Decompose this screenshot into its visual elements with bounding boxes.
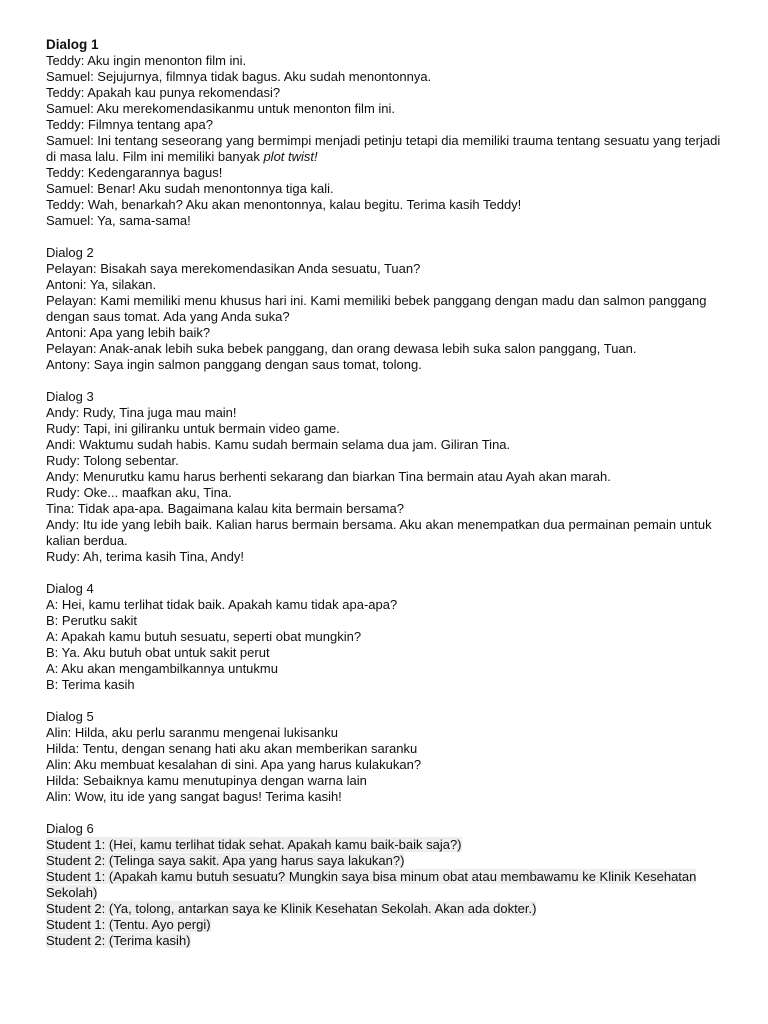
dialog-line	[46, 901, 726, 917]
dialog-line-text: Samuel: Ya, sama-sama!	[46, 213, 191, 228]
dialog-section	[46, 245, 726, 373]
dialog-line-text: Samuel: Benar! Aku sudah menontonnya tiga kali.	[46, 181, 334, 196]
dialog-line	[46, 789, 726, 805]
dialog-line	[46, 677, 726, 693]
dialog-line-text: Samuel: Sejujurnya, filmnya tidak bagus. Aku sudah menontonnya.	[46, 69, 432, 84]
dialog-line-text: Pelayan: Kami memiliki menu khusus hari ini. Kami memiliki bebek panggang dengan madu dan salmon panggang dengan saus tomat. Ada yang Anda suka?	[46, 293, 707, 324]
dialog-line	[46, 405, 726, 421]
dialog-line	[46, 837, 726, 853]
dialog-line-text: Rudy: Tapi, ini giliranku untuk bermain video game.	[46, 421, 340, 436]
dialog-line-text: Pelayan: Bisakah saya merekomendasikan Anda sesuatu, Tuan?	[46, 261, 421, 276]
dialog-title: Dialog 6	[46, 821, 94, 836]
dialog-line	[46, 741, 726, 757]
dialog-line-text: Student 2: (Telinga saya sakit. Apa yang harus saya lakukan?)	[46, 853, 405, 868]
dialog-line-text: Hilda: Sebaiknya kamu menutupinya dengan warna lain	[46, 773, 367, 788]
dialog-line	[46, 725, 726, 741]
dialog-line	[46, 517, 726, 549]
dialog-line	[46, 773, 726, 789]
dialog-line	[46, 69, 726, 85]
dialog-line	[46, 661, 726, 677]
dialog-line-text: Teddy: Kedengarannya bagus!	[46, 165, 223, 180]
dialog-line	[46, 549, 726, 565]
dialog-line-text: Rudy: Tolong sebentar.	[46, 453, 179, 468]
dialog-line	[46, 341, 726, 357]
dialog-line	[46, 869, 726, 901]
dialog-section	[46, 821, 726, 949]
dialog-line-text: Alin: Hilda, aku perlu saranmu mengenai lukisanku	[46, 725, 338, 740]
dialog-line-text: Samuel: Ini tentang seseorang yang bermimpi menjadi petinju tetapi dia memiliki trauma tentang sesuatu yang terjadi di masa lalu. Film ini memiliki banyak	[46, 133, 721, 164]
dialog-line	[46, 197, 726, 213]
dialog-line	[46, 213, 726, 229]
dialog-line-text: Teddy: Aku ingin menonton film ini.	[46, 53, 247, 68]
dialog-line-text: Student 1: (Apakah kamu butuh sesuatu? Mungkin saya bisa minum obat atau membawamu ke Klinik Kesehatan Sekolah)	[46, 869, 697, 900]
dialog-line	[46, 165, 726, 181]
dialog-line-text: Teddy: Wah, benarkah? Aku akan menontonnya, kalau begitu. Terima kasih Teddy!	[46, 197, 522, 212]
dialog-section	[46, 581, 726, 693]
dialog-line	[46, 53, 726, 69]
dialog-title: Dialog 5	[46, 709, 94, 724]
dialog-line-text: A: Apakah kamu butuh sesuatu, seperti obat mungkin?	[46, 629, 362, 644]
dialog-line-text: B: Terima kasih	[46, 677, 135, 692]
dialog-line	[46, 933, 726, 949]
dialog-section	[46, 709, 726, 805]
dialog-line	[46, 133, 726, 165]
dialog-line	[46, 117, 726, 133]
dialog-line	[46, 101, 726, 117]
dialog-line-text: Student 2: (Terima kasih)	[46, 933, 191, 948]
dialog-line-text: Pelayan: Anak-anak lebih suka bebek panggang, dan orang dewasa lebih suka salon panggang, Tuan.	[46, 341, 637, 356]
dialog-line	[46, 613, 726, 629]
dialog-line-text: Alin: Wow, itu ide yang sangat bagus! Terima kasih!	[46, 789, 342, 804]
dialog-line-text: Student 2: (Ya, tolong, antarkan saya ke Klinik Kesehatan Sekolah. Akan ada dokter.)	[46, 901, 537, 916]
dialog-line	[46, 629, 726, 645]
dialog-line-text: Rudy: Oke... maafkan aku, Tina.	[46, 485, 232, 500]
dialog-line	[46, 357, 726, 373]
dialog-line-text: B: Ya. Aku butuh obat untuk sakit perut	[46, 645, 270, 660]
dialog-title: Dialog 1	[46, 37, 99, 52]
dialog-line	[46, 485, 726, 501]
dialog-line-text: Antoni: Ya, silakan.	[46, 277, 157, 292]
dialog-title: Dialog 2	[46, 245, 94, 260]
dialog-section	[46, 389, 726, 565]
dialog-line	[46, 277, 726, 293]
dialog-line-text: Student 1: (Hei, kamu terlihat tidak sehat. Apakah kamu baik-baik saja?)	[46, 837, 462, 852]
dialog-line	[46, 325, 726, 341]
dialog-line	[46, 917, 726, 933]
dialog-line	[46, 453, 726, 469]
dialog-line-text: Alin: Aku membuat kesalahan di sini. Apa yang harus kulakukan?	[46, 757, 422, 772]
dialog-title: Dialog 3	[46, 389, 94, 404]
dialog-line	[46, 181, 726, 197]
dialog-line-text: Student 1: (Tentu. Ayo pergi)	[46, 917, 211, 932]
dialog-line-text: Andy: Menurutku kamu harus berhenti sekarang dan biarkan Tina bermain atau Ayah akan marah.	[46, 469, 611, 484]
dialog-line-text: A: Hei, kamu terlihat tidak baik. Apakah kamu tidak apa-apa?	[46, 597, 398, 612]
dialog-line-text: Andi: Waktumu sudah habis. Kamu sudah bermain selama dua jam. Giliran Tina.	[46, 437, 511, 452]
dialog-line	[46, 421, 726, 437]
dialog-line-text: Rudy: Ah, terima kasih Tina, Andy!	[46, 549, 244, 564]
dialog-line-italic-text: plot twist!	[263, 149, 318, 164]
document-page	[46, 37, 726, 965]
dialog-line	[46, 85, 726, 101]
dialog-line	[46, 853, 726, 869]
dialog-line	[46, 293, 726, 325]
dialog-line	[46, 261, 726, 277]
dialog-line	[46, 645, 726, 661]
dialog-line-text: A: Aku akan mengambilkannya untukmu	[46, 661, 278, 676]
dialog-line-text: Hilda: Tentu, dengan senang hati aku akan memberikan saranku	[46, 741, 418, 756]
dialog-line	[46, 469, 726, 485]
dialog-line-text: Samuel: Aku merekomendasikanmu untuk menonton film ini.	[46, 101, 396, 116]
dialog-line	[46, 437, 726, 453]
dialog-line	[46, 757, 726, 773]
dialog-line-text: Teddy: Filmnya tentang apa?	[46, 117, 213, 132]
dialog-section	[46, 37, 726, 229]
dialog-line	[46, 501, 726, 517]
dialog-line-text: Andy: Rudy, Tina juga mau main!	[46, 405, 237, 420]
dialog-line-text: Antony: Saya ingin salmon panggang dengan saus tomat, tolong.	[46, 357, 422, 372]
dialog-line	[46, 597, 726, 613]
dialog-line-text: Antoni: Apa yang lebih baik?	[46, 325, 211, 340]
dialog-line-text: Teddy: Apakah kau punya rekomendasi?	[46, 85, 281, 100]
dialog-line-text: B: Perutku sakit	[46, 613, 138, 628]
dialog-line-text: Tina: Tidak apa-apa. Bagaimana kalau kita bermain bersama?	[46, 501, 404, 516]
dialog-line-text: Andy: Itu ide yang lebih baik. Kalian harus bermain bersama. Aku akan menempatkan dua permainan pemain untuk kalian berdua.	[46, 517, 712, 548]
dialog-title: Dialog 4	[46, 581, 94, 596]
